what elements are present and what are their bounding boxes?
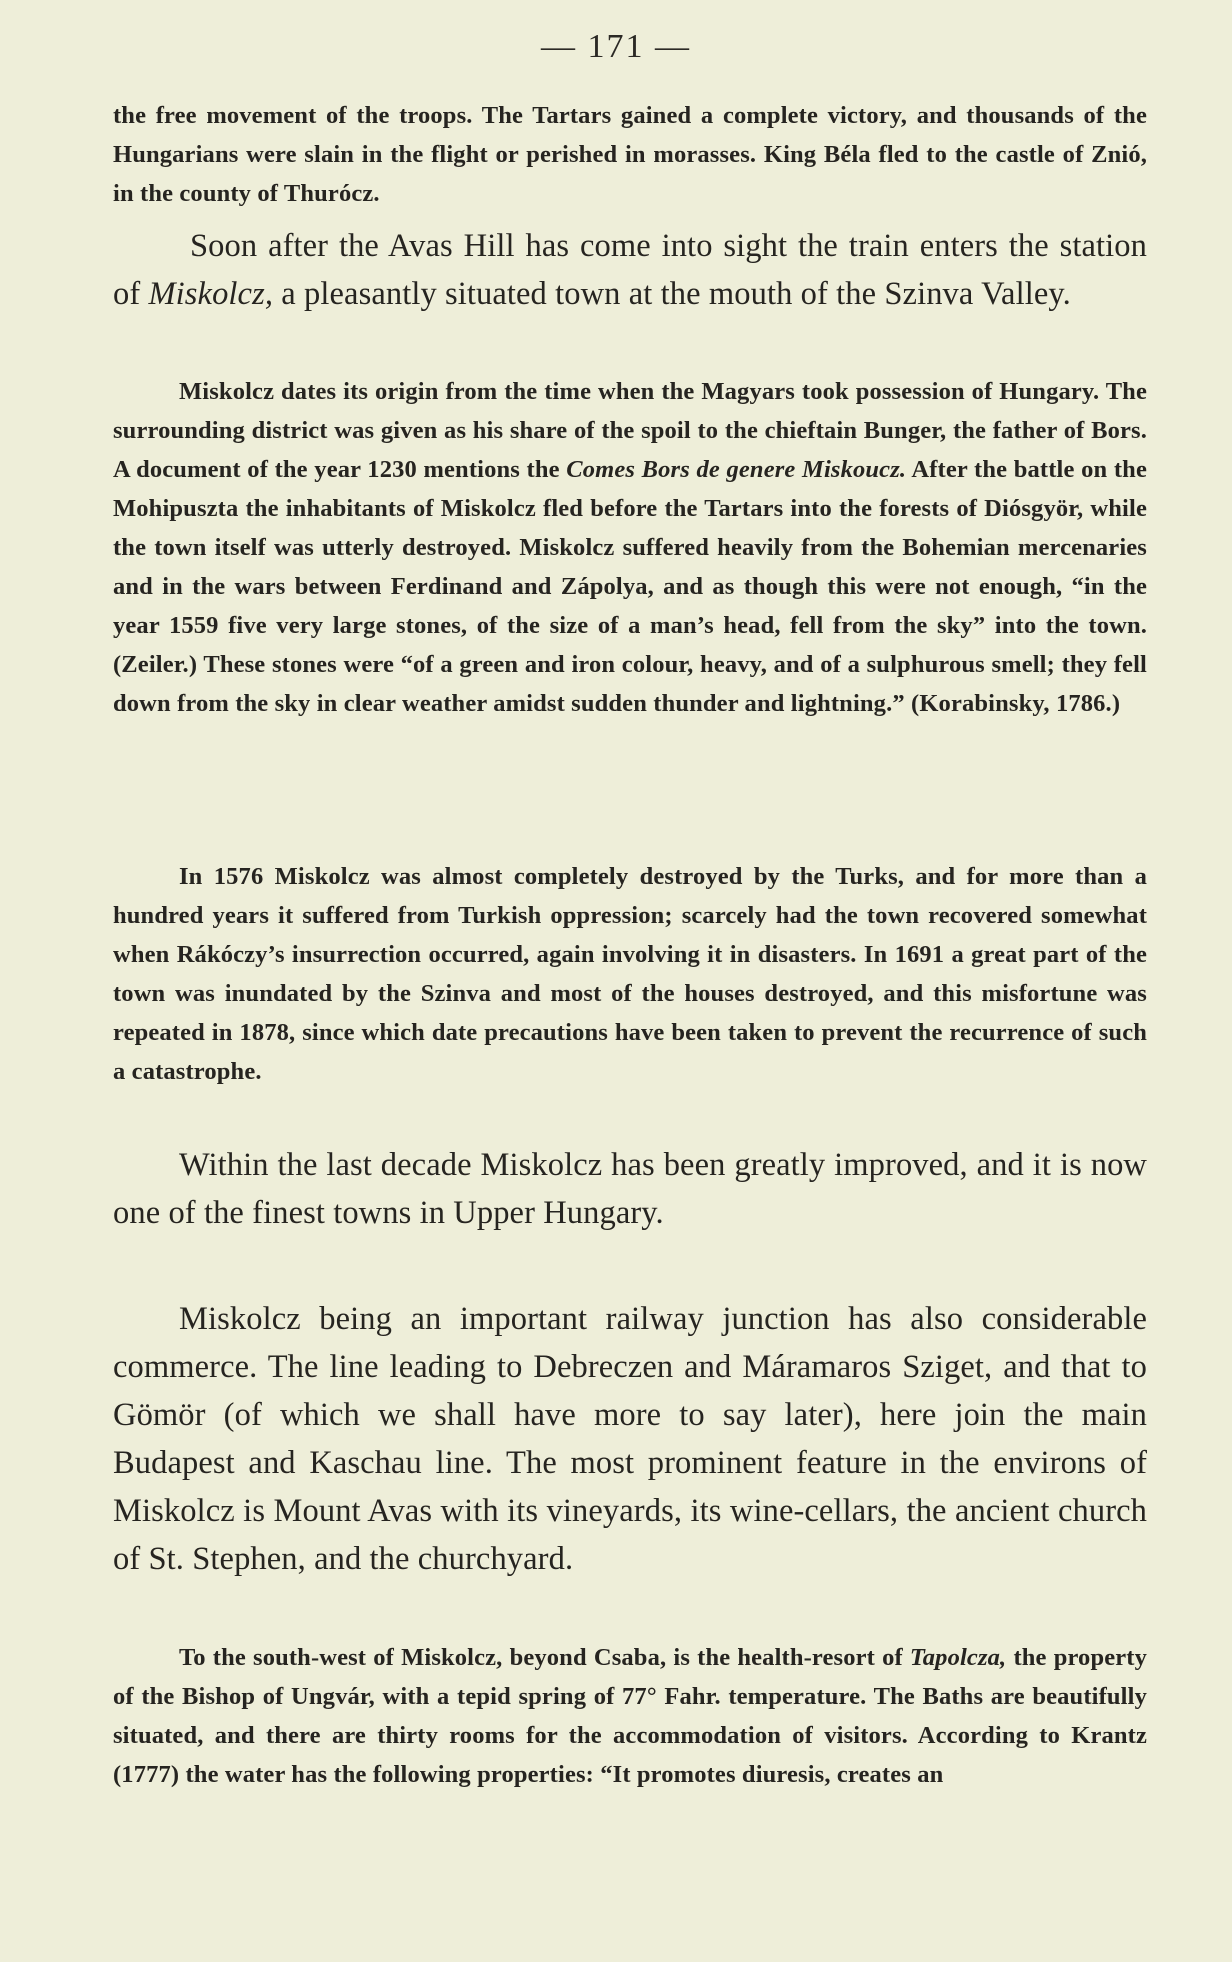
paragraph-tapolcza-resort [113,1638,1147,1794]
italic-place-name: Miskolcz, [148,276,274,312]
page-number: — 171 — [541,28,691,65]
paragraph-railway-junction: Miskolcz being an important railway junction has also considerable commerce. The line leading to Debreczen and Máramaros Sziget, and that to Gömör (of which we shall have more to say later), here join the main Budapest and Kaschau line. The most prominent feature in the environs of Miskolcz is Mount Avas with its vineyards, its wine-cellars, the ancient church of St. Stephen, and the churchyard. [113,1301,1147,1577]
paragraph-text: a pleasantly situated town at the mouth of the Szinva Valley. [273,276,1071,312]
paragraph-miskolcz-origin [113,372,1147,723]
paragraph-text: After the battle on the Mohipuszta the inhabitants of Miskolcz fled before the Tartars into the forests of Diósgyör, while the town itself was utterly destroyed. Miskolcz suffered heavily from the Bohemian mercenaries and in the wars between Ferdinand and Zápolya, and as though this were not enough, “in the year 1559 five very large stones, of the size of a man’s head, fell from the sky” into the town. (Zeiler.) These stones were “of a green and iron colour, heavy, and of a sulphurous smell; they fell down from the sky in clear weather amidst sudden thunder and lightning.” (Korabinsky, 1786.) [113,456,1147,717]
paragraph-text: To the south-west of Miskolcz, beyond Csaba, is the health-resort of [179,1644,910,1671]
paragraph-text: Soon after the Avas Hill has come into sight the train enters the station of [113,228,1147,312]
paragraph-improved-town: Within the last decade Miskolcz has been greatly improved, and it is now one of the finest towns in Upper Hungary. [113,1147,1147,1231]
paragraph-turkish-oppression: In 1576 Miskolcz was almost completely destroyed by the Turks, and for more than a hundred years it suffered from Turkish oppression; scarcely had the town recovered somewhat when Rákóczy’s insurrection occurred, again involving it in disasters. In 1691 a great part of the town was inundated by the Szinva and most of the houses destroyed, and this misfortune was repeated in 1878, since which date precautions have been taken to prevent the recurrence of such a catastrophe. [113,863,1147,1085]
paragraph-text: Miskolcz dates its origin from the time when the Magyars took possession of Hungary. The surrounding district was given as his share of the spoil to the chieftain Bunger, the father of Bors. A document of the year 1230 mentions the [113,378,1147,483]
italic-latin-name: Comes Bors de genere Miskoucz. [566,456,907,483]
italic-place-name: Tapolcza, [909,1644,1007,1671]
paragraph-text: the property of the Bishop of Ungvár, with a tepid spring of 77° Fahr. temperature. The Baths are beautifully situated, and there are thirty rooms for the accommodation of visitors. According to Krantz (1777) the water has the following properties: “It promotes diuresis, creates an [113,1644,1147,1788]
paragraph-miskolcz-station [113,222,1147,318]
paragraph-tartars-victory: the free movement of the troops. The Tartars gained a complete victory, and thousands of the Hungarians were slain in the flight or perished in morasses. King Béla fled to the castle of Znió, in the county of Thurócz. [113,102,1147,207]
